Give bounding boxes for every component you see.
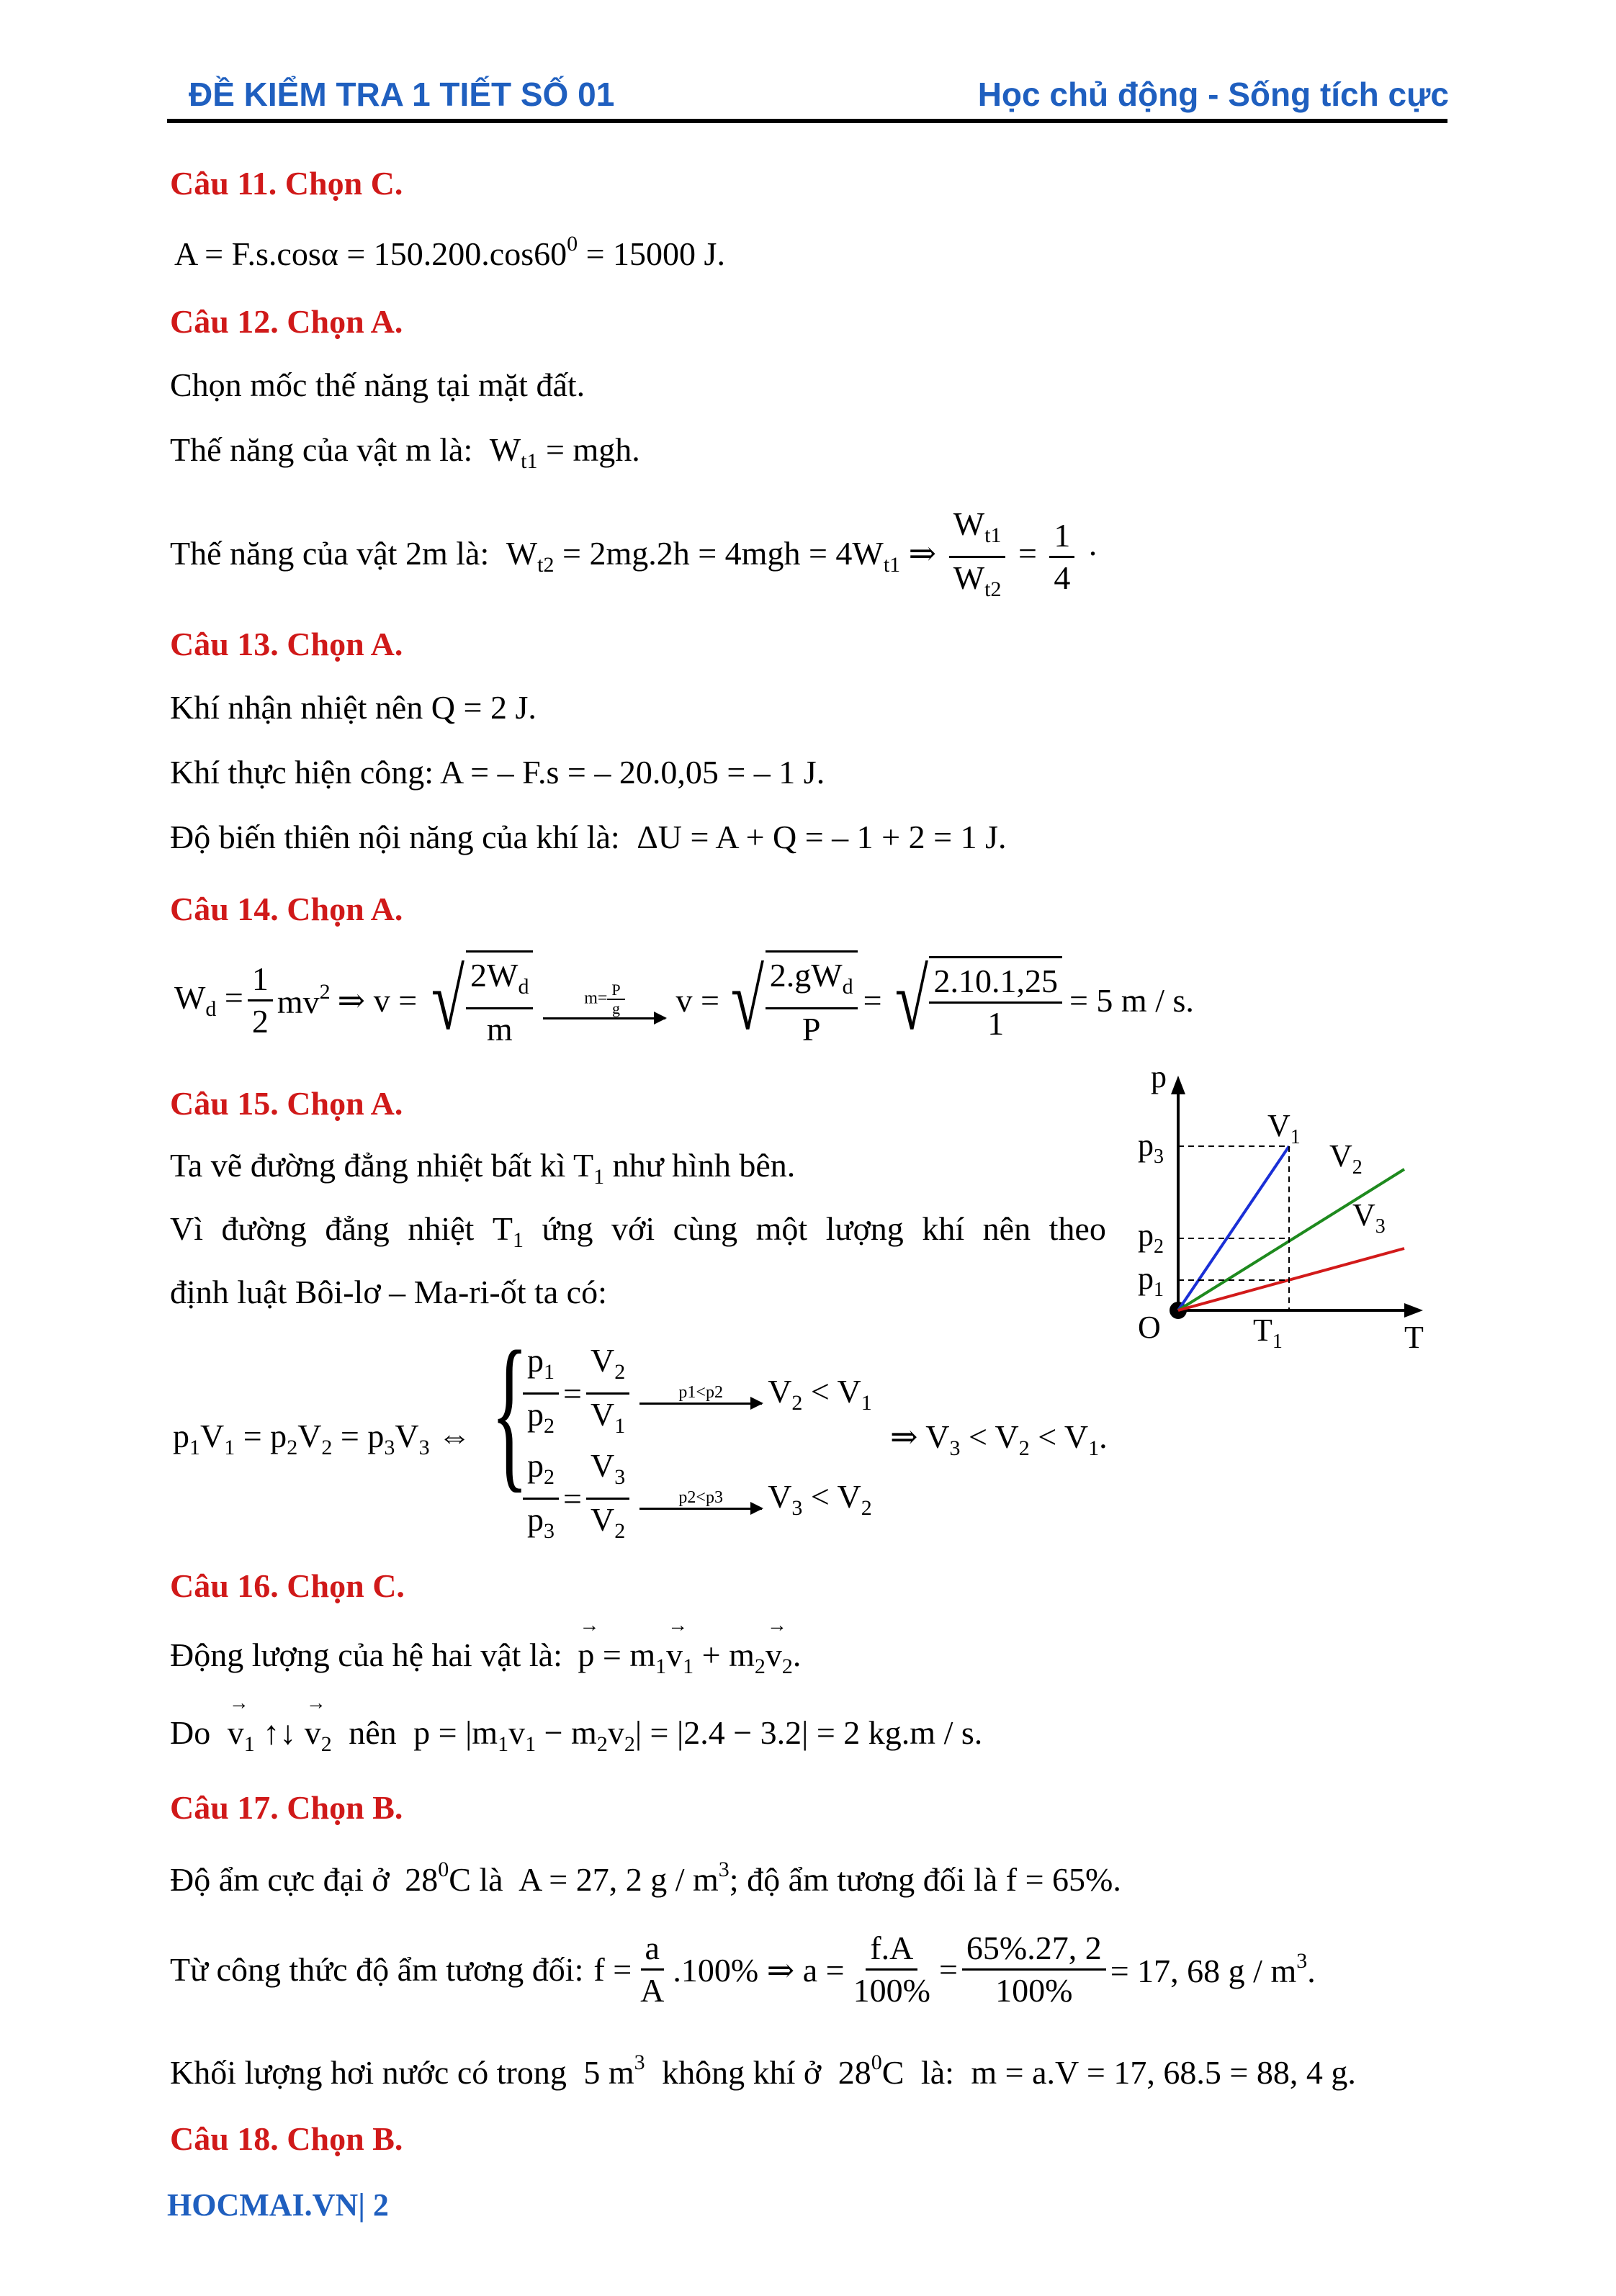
q16-line1: Động lượng của hệ hai vật là: → $p = m_1\to v_1 + m_2\to v_2$. [170,1636,801,1679]
V3-label: $V_3$ [1352,1197,1386,1238]
q13-line1: Khí nhận nhiệt nên Q = 2 J. [170,689,537,726]
T-axis-arrow [1404,1303,1423,1318]
footer-page-number: HOCMAI.VN| 2 [167,2187,389,2223]
header-rule [167,119,1447,123]
q15-line1: Ta vẽ đường đẳng nhiệt bất kì $T_1$ như hình bên. [170,1147,796,1189]
q18-title: Câu 18. Chọn B. [170,2120,403,2157]
q15-eq-row1: $\frac{p_1}{p_2}$ = $\frac{V_2}{V_1}$ p1<p2 $V_2 < V_1$ [519,1341,872,1446]
T-label: T [1404,1320,1424,1354]
O-label: O [1138,1310,1161,1345]
p3-label: $p_3$ [1138,1127,1164,1168]
q15-eq-left: $p_1V_1 = p_2V_2 = p_3V_3$ ⇔ [173,1418,472,1459]
q15-title: Câu 15. Chọn A. [170,1085,403,1122]
p-label: p [1151,1066,1167,1094]
V2-label: $V_2$ [1329,1138,1363,1179]
q15-brace: { [490,1315,529,1507]
q17-title: Câu 17. Chọn B. [170,1789,403,1826]
q12-quarter-fraction: $\frac{1}{4}$ [1049,516,1074,598]
header-left-title: ĐỀ KIỂM TRA 1 TIẾT SỐ 01 [189,76,615,113]
q13-line2: Khí thực hiện công: A = – F.s = – 20.0,05 = – 1 J. [170,754,825,791]
q12-line2: Thế năng của vật m là: $W_{t1}$ = mgh. [170,431,640,473]
q17-line3: Khối lượng hơi nước có trong 5 $m^3$ không khí ở $28^0C$ là: m = a.V = 17, 68.5 = 88, 4 g. [170,2050,1356,2091]
q14-title: Câu 14. Chọn A. [170,891,403,927]
q15-eq-result: ⇒ $V_3 < V_2 < V_1$. [890,1418,1108,1460]
q14-arrow: m= $\frac{P}{g}$ [543,981,665,1019]
q15-pT-chart [1138,1066,1440,1354]
header-right-slogan: Học chủ động - Sống tích cực [977,76,1449,113]
q17-line2: Từ công thức độ ẩm tương đối: f = $\frac{a}{A}$ .100% ⇒ a = $\frac{f.A}{100\%}$ = $\frac{65\%.27, 2}{100\%}$ = 17, 68 g / $m^3$. [170,1930,1316,2009]
q11-formula: $A = F.s.\cos\alpha = 150.200.\cos 60^0 = 15000$ J. [174,232,725,272]
q16-line2: $Do \to v_1$ ↑↓ → $v_2$ nên $p = |m_1v_1 - m_2v_2| = |2.4 - 3.2| = 2$ kg.m / s. [170,1714,982,1757]
q14-formula: $W_d$ = $\frac{1}{2}$ $mv^2$ ⇒ v = √ $\frac{2W_d}{m}$ m= $\frac{P}{g}$ v = √ $\frac{2.gW_d}{P}$ = √ $\frac{2.10.1,25}{1}$ = 5 m / s. [174,950,1194,1050]
q12-line3: Thế năng của vật 2m là: $W_{t2} = 2mg.2h = 4mgh = 4W_{t1}$ ⇒ $\frac{W_{t1}}{W_{t2}}$ = $\frac{1}{4}$ · [170,504,1098,610]
q15-line3: định luật Bôi-lơ – Ma-ri-ốt ta có: [170,1274,607,1310]
V1-label: $V_1$ [1267,1108,1301,1148]
q11-title: Câu 11. Chọn C. [170,165,403,202]
p2-label: $p_2$ [1138,1217,1164,1258]
q12-line1: Chọn mốc thế năng tại mặt đất. [170,366,585,403]
p1-label: $p_1$ [1138,1261,1164,1301]
p-axis-arrow [1171,1076,1185,1094]
q15-line2: Vì đường đẳng nhiệt $T_1$ ứng với cùng một lượng khí nên theo [170,1210,1106,1252]
line-V2 [1178,1169,1404,1310]
q16-title: Câu 16. Chọn C. [170,1567,405,1604]
q17-line1: Độ ẩm cực đại ở $28^0C$ là A = 27, 2 g / $m^3$; độ ẩm tương đối là f = 65%. [170,1858,1121,1898]
q12-ratio-fraction: $\frac{W_{t1}}{W_{t2}}$ [949,504,1006,610]
q15-eq-row2: $\frac{p_2}{p_3}$ = $\frac{V_3}{V_2}$ p2<p3 $V_3 < V_2$ [519,1446,872,1552]
q13-title: Câu 13. Chọn A. [170,626,403,662]
q13-line3: Độ biến thiên nội năng của khí là: ΔU = A + Q = – 1 + 2 = 1 J. [170,819,1007,855]
q12-title: Câu 12. Chọn A. [170,303,403,340]
T1-label: $T_1$ [1253,1313,1283,1353]
